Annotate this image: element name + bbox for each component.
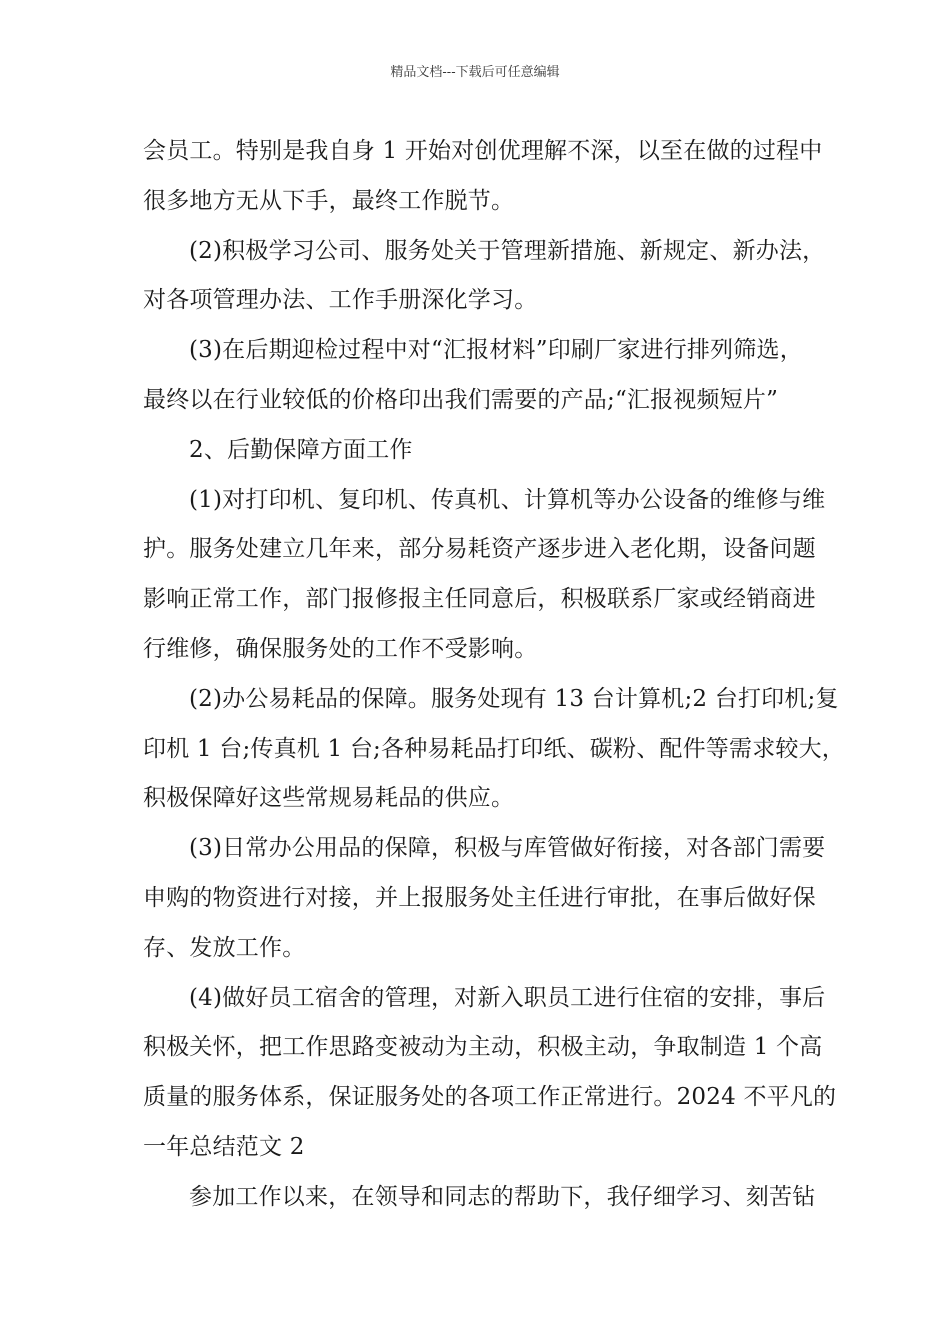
text-line: 质量的服务体系，保证服务处的各项工作正常进行。2024 不平凡的	[143, 1084, 837, 1111]
text-line: 印机 1 台;传真机 1 台;各种易耗品打印纸、碳粉、配件等需求较大，	[143, 735, 846, 762]
text-line: (3)在后期迎检过程中对“汇报材料”印刷厂家进行排列筛选，	[189, 337, 803, 364]
text-line: 最终以在行业较低的价格印出我们需要的产品;“汇报视频短片”	[143, 386, 779, 413]
page-header: 精品文档---下载后可任意编辑	[390, 65, 560, 80]
document-body	[143, 127, 846, 1223]
text-line: 护。服务处建立几年来，部分易耗资产逐步进入老化期，设备问题	[143, 536, 816, 563]
text-line: 一年总结范文 2	[143, 1133, 305, 1160]
text-line: (2)办公易耗品的保障。服务处现有 13 台计算机;2 台打印机;复	[189, 685, 839, 712]
text-line: 会员工。特别是我自身 1 开始对创优理解不深，以至在做的过程中	[143, 138, 823, 164]
text-line: (2)积极学习公司、服务处关于管理新措施、新规定、新办法，	[189, 237, 826, 264]
text-line: (1)对打印机、复印机、传真机、计算机等办公设备的维修与维	[189, 486, 826, 513]
text-line: 积极关怀，把工作思路变被动为主动，积极主动，争取制造 1 个高	[143, 1034, 823, 1061]
text-line: (4)做好员工宿舍的管理，对新入职员工进行住宿的安排，事后	[189, 984, 826, 1011]
text-line: 存、发放工作。	[143, 934, 306, 961]
text-line: 申购的物资进行对接，并上报服务处主任进行审批，在事后做好保	[143, 884, 816, 911]
text-line: 积极保障好这些常规易耗品的供应。	[143, 785, 515, 812]
text-line: 影响正常工作，部门报修报主任同意后，积极联系厂家或经销商进	[143, 586, 816, 613]
text-line: 对各项管理办法、工作手册深化学习。	[143, 287, 538, 314]
text-line: (3)日常办公用品的保障，积极与库管做好衔接，对各部门需要	[189, 835, 826, 862]
text-line: 行维修，确保服务处的工作不受影响。	[143, 635, 538, 662]
text-line: 很多地方无从下手，最终工作脱节。	[143, 187, 515, 214]
text-line: 2、后勤保障方面工作	[189, 436, 413, 463]
text-line: 参加工作以来，在领导和同志的帮助下，我仔细学习、刻苦钻	[189, 1183, 816, 1210]
